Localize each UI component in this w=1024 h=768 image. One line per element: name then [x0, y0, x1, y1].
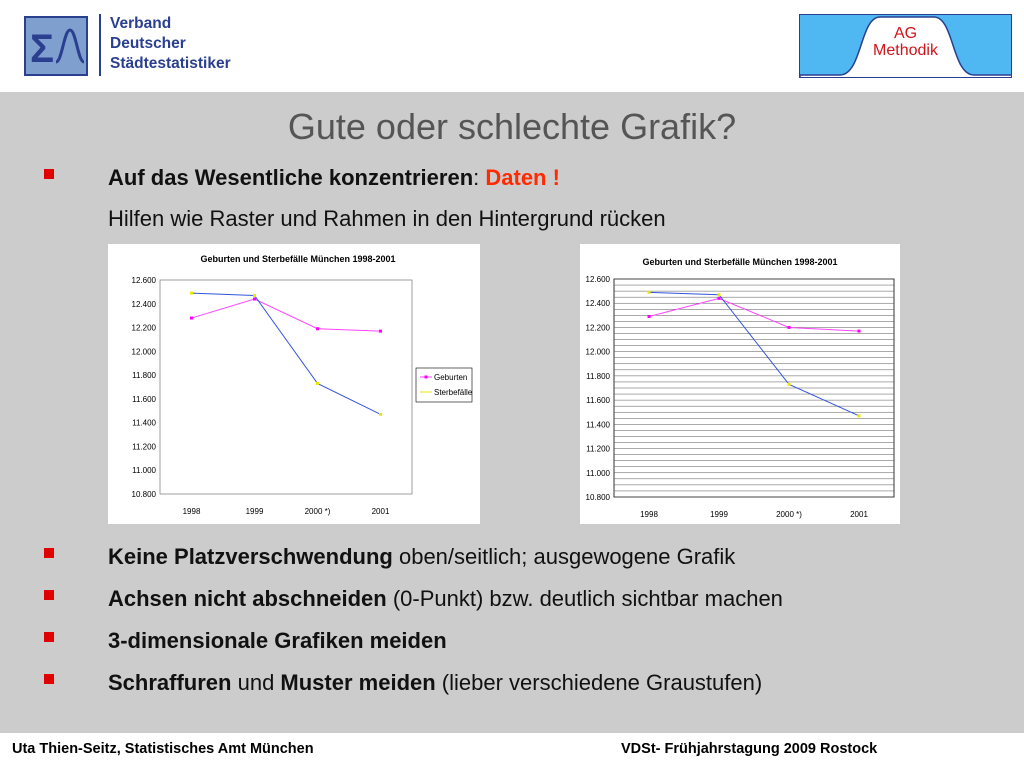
footer-author: Uta Thien-Seitz, Statistisches Amt München [12, 741, 314, 757]
x-tick-label: 2001 [850, 510, 868, 519]
y-tick-label: 11.000 [132, 466, 156, 476]
data-point [858, 330, 861, 333]
y-tick-label: 11.800 [586, 371, 610, 381]
footer-event: VDSt- Frühjahrstagung 2009 Rostock [621, 741, 878, 757]
data-point [316, 382, 319, 385]
y-tick-label: 11.600 [132, 394, 156, 404]
bullet-rest: (0-Punkt) bzw. deutlich sichtbar machen [386, 586, 783, 611]
y-tick-label: 11.400 [586, 420, 610, 430]
y-tick-label: 10.800 [585, 493, 610, 502]
data-point [648, 291, 651, 294]
legend [416, 368, 473, 402]
bullet-bold: 3-dimensionale Grafiken meiden [108, 628, 447, 653]
y-tick-label: 12.200 [131, 323, 156, 333]
org-name [110, 14, 231, 74]
y-tick-label: 10.800 [131, 490, 156, 499]
org-line: Städtestatistiker [110, 55, 231, 72]
chart-left [108, 244, 480, 524]
chart-title: Geburten und Sterbefälle München 1998-2001 [200, 254, 396, 264]
slide-title: Gute oder schlechte Grafik? [287, 106, 737, 147]
bullet-bold: Schraffuren [108, 670, 232, 695]
y-tick-label: 11.400 [132, 418, 156, 428]
data-point [648, 315, 651, 318]
bullet-bold: Achsen nicht abschneiden [108, 586, 387, 611]
y-tick-label: 12.600 [585, 275, 610, 284]
y-tick-label: 11.200 [586, 444, 610, 454]
bullet-bold: Auf das Wesentliche konzentrieren [108, 165, 474, 190]
y-tick-label: 11.800 [132, 371, 156, 381]
bullet-marker [44, 632, 54, 642]
y-tick-label: 12.200 [585, 323, 610, 333]
bullet-mid: und [231, 670, 281, 695]
sub-line: Hilfen wie Raster und Rahmen in den Hintergrund rücken [108, 206, 666, 231]
bullet-marker [44, 590, 54, 600]
bullet-bold-2: Muster meiden [280, 670, 436, 695]
svg-text:Σ: Σ [30, 27, 55, 71]
y-tick-label: 12.600 [131, 276, 156, 285]
x-tick-label: 2000 *) [304, 507, 331, 516]
y-tick-label: 11.600 [586, 396, 610, 406]
ag-methodik-text [800, 25, 1011, 59]
x-tick-label: 2001 [371, 507, 390, 516]
legend-geburten-label: Geburten [434, 373, 468, 382]
org-line: Deutscher [110, 35, 186, 52]
y-tick-label: 12.400 [131, 299, 156, 309]
org-line: Verband [110, 15, 172, 32]
chart-title: Geburten und Sterbefälle München 1998-2001 [642, 257, 838, 267]
bullet-line-3 [108, 586, 783, 612]
legend-sterbefaelle-label: Sterbefälle [434, 388, 473, 397]
data-point [379, 330, 382, 333]
data-point [788, 383, 791, 386]
bullet-line-1 [108, 165, 560, 191]
bullet-marker [44, 674, 54, 684]
bullet-bold: Keine Platzverschwendung [108, 544, 393, 569]
plot-area [160, 280, 412, 494]
chart-right [580, 244, 900, 524]
y-tick-label: 12.000 [585, 347, 610, 357]
data-point [253, 294, 256, 297]
y-tick-label: 11.000 [586, 468, 610, 478]
bullet-highlight: Daten ! [485, 165, 560, 190]
data-point [190, 292, 193, 295]
badge-line: AG [893, 25, 918, 42]
bullet-line-2 [108, 544, 735, 570]
x-tick-label: 1999 [710, 510, 728, 519]
bullet-rest: oben/seitlich; ausgewogene Grafik [392, 544, 736, 569]
bullet-line-4 [108, 628, 447, 654]
bullet-marker [44, 548, 54, 558]
x-tick-label: 1999 [245, 507, 264, 516]
data-point [379, 413, 382, 416]
y-tick-label: 12.000 [131, 347, 156, 357]
x-tick-label: 2000 *) [776, 510, 802, 519]
bullet-sep: : [473, 165, 486, 190]
badge-line: Methodik [873, 42, 938, 59]
data-point [190, 317, 193, 320]
data-point [316, 327, 319, 330]
y-tick-label: 11.200 [132, 442, 156, 452]
ag-methodik-logo [799, 14, 1012, 78]
logo-divider [99, 14, 101, 76]
data-point [718, 293, 721, 296]
data-point [788, 326, 791, 329]
x-tick-label: 1998 [640, 510, 658, 519]
x-tick-label: 1998 [182, 507, 201, 516]
vdst-logo [24, 16, 88, 76]
bullet-rest: (lieber verschiedene Graustufen) [435, 670, 763, 695]
bullet-line-5 [108, 670, 762, 696]
data-point [718, 297, 721, 300]
y-tick-label: 12.400 [585, 299, 610, 309]
sigma-lambda-icon [26, 18, 86, 74]
bullet-marker [44, 169, 54, 179]
data-point [253, 298, 256, 301]
data-point [858, 414, 861, 417]
legend-geburten-marker [425, 376, 428, 379]
